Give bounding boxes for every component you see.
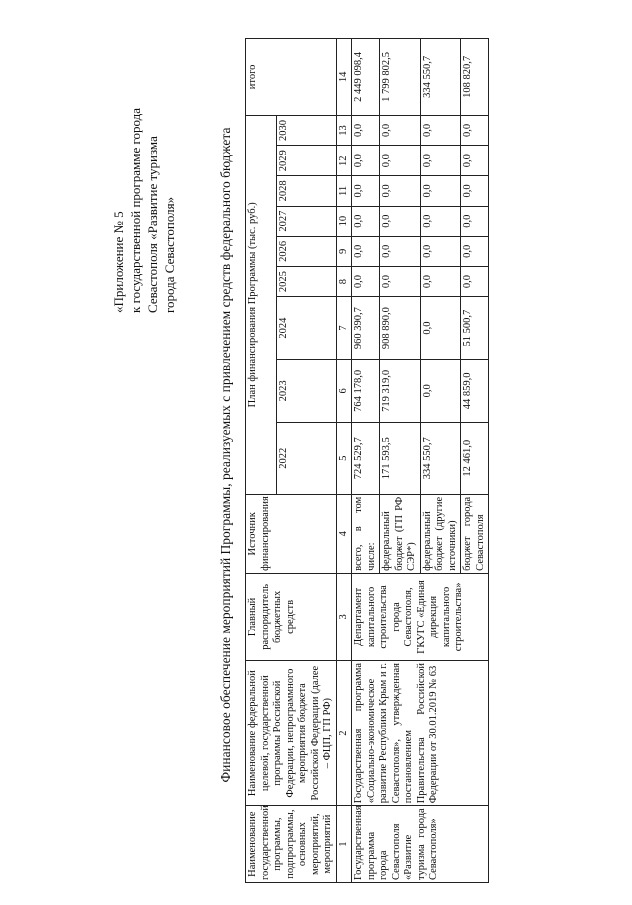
value-cell: 0,0 (420, 206, 461, 236)
year-header: 2022 (276, 422, 336, 494)
total-cell: 1 799 802,5 (380, 39, 421, 116)
value-cell: 0,0 (420, 266, 461, 296)
column-number: 12 (336, 146, 352, 176)
value-cell: 0,0 (461, 146, 489, 176)
value-cell: 334 550,7 (420, 422, 461, 494)
source-cell: всего, в том числе: (352, 494, 380, 573)
source-cell: бюджет города Севастополя (461, 494, 489, 573)
column-number: 1 (336, 806, 352, 883)
col-header-total: итого (246, 39, 337, 116)
column-number: 3 (336, 573, 352, 660)
value-cell: 0,0 (420, 297, 461, 360)
value-cell: 764 178,0 (352, 359, 380, 422)
year-header: 2028 (276, 176, 336, 206)
value-cell: 0,0 (420, 115, 461, 145)
value-cell: 0,0 (352, 236, 380, 266)
value-cell: 0,0 (380, 146, 421, 176)
document-title: Финансовое обеспечение мероприятий Программы, реализуемых с привлечением средств федерального бюджета (218, 127, 233, 783)
annex-line-2: к государственной программе города (128, 107, 143, 313)
annex-line-1: «Приложение № 5 (111, 211, 126, 313)
column-number: 14 (336, 39, 352, 116)
financing-table (245, 38, 489, 883)
value-cell: 0,0 (380, 115, 421, 145)
value-cell: 0,0 (461, 266, 489, 296)
column-number: 9 (336, 236, 352, 266)
distributor-cell (352, 573, 489, 660)
col-header-source: Источник финансирования (246, 494, 337, 573)
column-number: 13 (336, 115, 352, 145)
distributor-directorate: ГКУГС «Единая дирекция капитального строительства» (415, 580, 464, 654)
annex-header (110, 73, 178, 313)
column-number-row (336, 39, 352, 883)
column-number: 2 (336, 660, 352, 805)
value-cell: 719 319,0 (380, 359, 421, 422)
value-cell: 0,0 (420, 146, 461, 176)
year-header: 2029 (276, 146, 336, 176)
year-header: 2025 (276, 266, 336, 296)
value-cell: 0,0 (352, 266, 380, 296)
distributor-department: Департамент капитального строительства города Севастополя, (353, 585, 414, 649)
year-header: 2024 (276, 297, 336, 360)
col-header-plan: План финансирования Программы (тыс. руб.) (246, 115, 277, 494)
col-header-distributor: Главный распорядитель бюджетных средств (246, 573, 337, 660)
total-cell: 2 449 098,4 (352, 39, 380, 116)
value-cell: 960 390,7 (352, 297, 380, 360)
year-header: 2026 (276, 236, 336, 266)
value-cell: 0,0 (352, 146, 380, 176)
value-cell: 12 461,0 (461, 422, 489, 494)
value-cell: 0,0 (352, 176, 380, 206)
year-header: 2027 (276, 206, 336, 236)
header-row-1 (246, 39, 277, 883)
value-cell: 0,0 (461, 115, 489, 145)
column-number: 6 (336, 359, 352, 422)
value-cell: 0,0 (420, 236, 461, 266)
value-cell: 0,0 (461, 206, 489, 236)
column-number: 10 (336, 206, 352, 236)
value-cell: 0,0 (420, 359, 461, 422)
program-name-cell: Государственная программа города Севастополя «Развитие туризма города Севастополя» (352, 806, 489, 883)
col-header-federal-program: Наименование федеральной целевой, государственной программы Российской Федерации, непрограммного мероприятия бюджета Российской Федерации (далее – ФЦП, ГП РФ) (246, 660, 337, 805)
column-number: 8 (336, 266, 352, 296)
federal-program-cell: Государственная программа «Социально-экономическое развитие Республики Крым и г. Севастополя», утвержденная постановлением Правительства Российской Федерации от 30.01.2019 № 63 (352, 660, 489, 805)
column-number: 7 (336, 297, 352, 360)
col-header-name: Наименование государственной программы, подпрограммы, основных мероприятий, мероприятий (246, 806, 337, 883)
column-number: 4 (336, 494, 352, 573)
total-cell: 108 820,7 (461, 39, 489, 116)
annex-line-3: Севастополя «Развитие туризма (145, 136, 160, 313)
table-row (352, 39, 380, 883)
value-cell: 0,0 (461, 176, 489, 206)
value-cell: 44 859,0 (461, 359, 489, 422)
year-header: 2023 (276, 359, 336, 422)
source-cell: федеральный бюджет (ГП РФ СЭР*) (380, 494, 421, 573)
year-header: 2030 (276, 115, 336, 145)
value-cell: 724 529,7 (352, 422, 380, 494)
value-cell: 0,0 (380, 266, 421, 296)
total-cell: 334 550,7 (420, 39, 461, 116)
value-cell: 51 500,7 (461, 297, 489, 360)
value-cell: 0,0 (380, 206, 421, 236)
value-cell: 0,0 (461, 236, 489, 266)
value-cell: 0,0 (380, 176, 421, 206)
value-cell: 0,0 (420, 176, 461, 206)
value-cell: 171 593,5 (380, 422, 421, 494)
value-cell: 0,0 (380, 236, 421, 266)
column-number: 11 (336, 176, 352, 206)
column-number: 5 (336, 422, 352, 494)
annex-line-4: города Севастополя» (162, 196, 177, 313)
value-cell: 908 890,0 (380, 297, 421, 360)
value-cell: 0,0 (352, 115, 380, 145)
value-cell: 0,0 (352, 206, 380, 236)
source-cell: федеральный бюджет (другие источники) (420, 494, 461, 573)
